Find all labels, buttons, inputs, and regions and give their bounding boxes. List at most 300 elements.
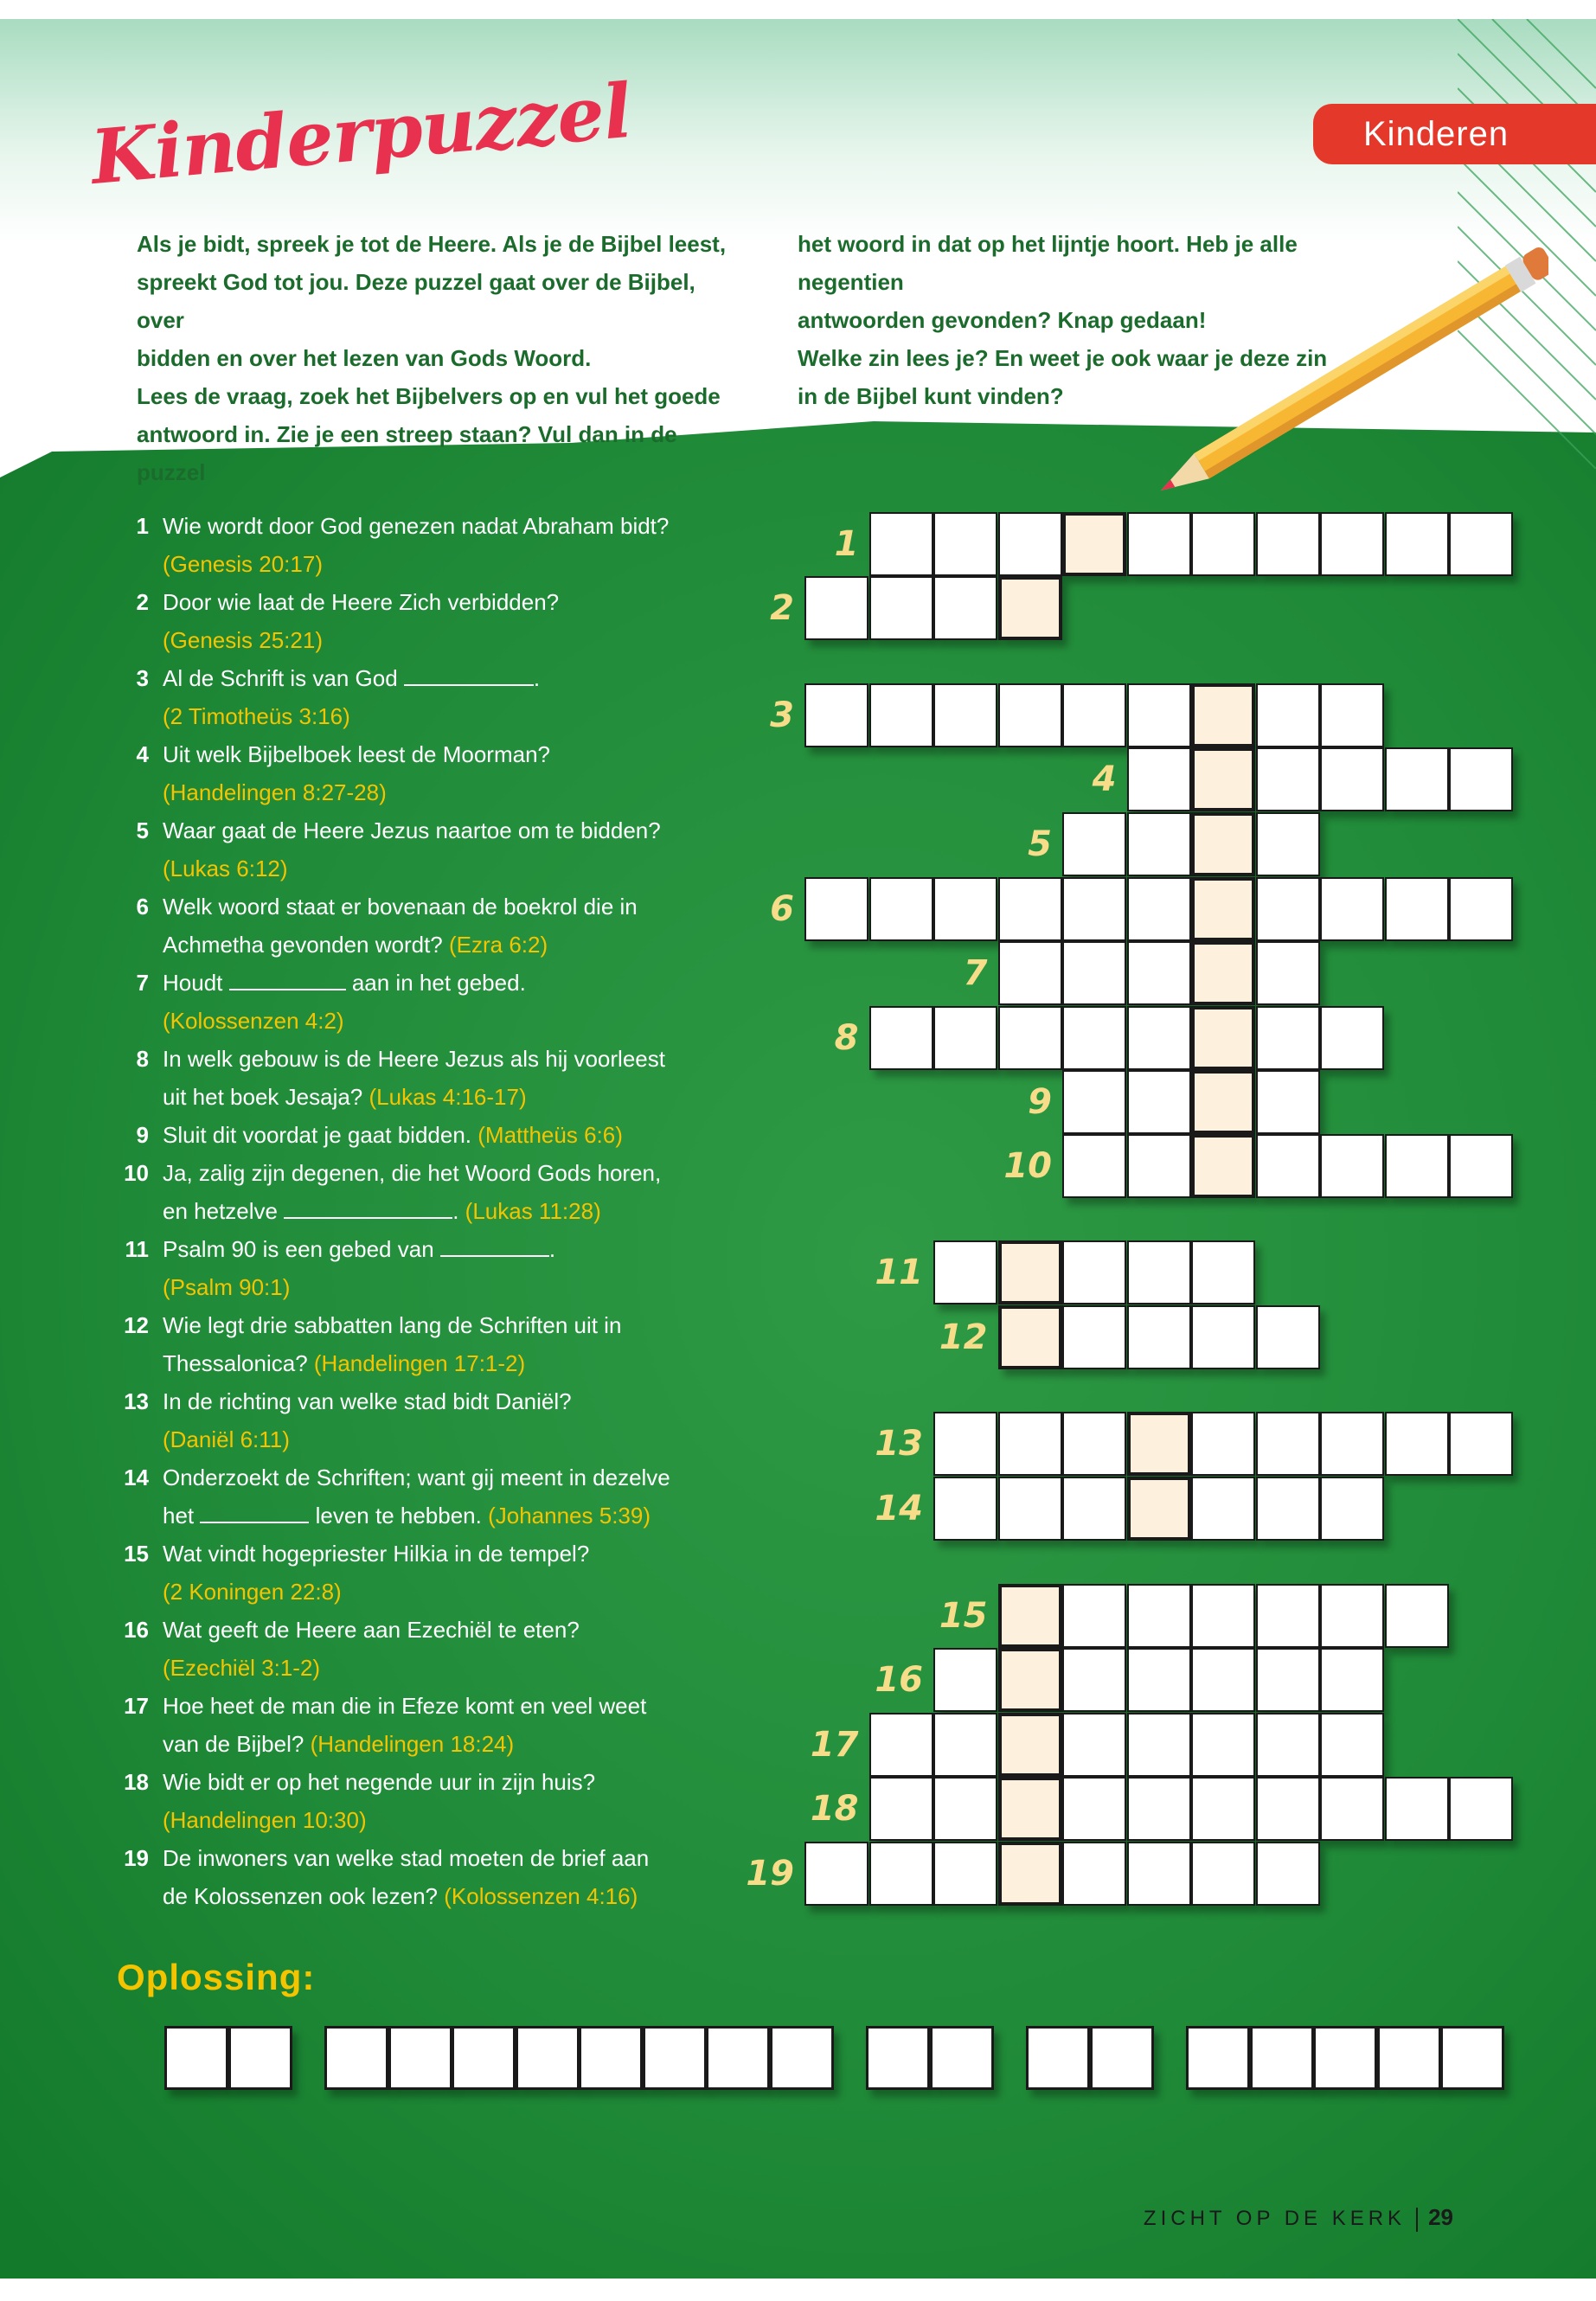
clue-line bbox=[163, 1573, 718, 1611]
solution-cell[interactable] bbox=[1377, 2026, 1441, 2090]
crossword-cell[interactable] bbox=[933, 683, 997, 747]
bible-reference: (Handelingen 8:27-28) bbox=[163, 779, 387, 805]
clue-line bbox=[163, 1154, 718, 1192]
crossword-cell[interactable] bbox=[1127, 1070, 1191, 1134]
crossword-cell[interactable] bbox=[869, 1777, 933, 1841]
answer-blank bbox=[404, 667, 534, 686]
solution-letter-cell[interactable] bbox=[1191, 747, 1255, 811]
clue-number: 2 bbox=[136, 589, 149, 615]
clue-text: de Kolossenzen ook lezen? bbox=[163, 1883, 445, 1909]
crossword-cell[interactable] bbox=[1256, 1134, 1320, 1198]
intro-line: Welke zin lees je? En weet je ook waar je deze zin bbox=[798, 345, 1328, 371]
crossword-cell[interactable] bbox=[1449, 877, 1513, 941]
clue-text: Achmetha gevonden wordt? bbox=[163, 932, 449, 958]
crossword-cell[interactable] bbox=[933, 1412, 997, 1476]
clue-text: Houdt bbox=[163, 970, 229, 996]
crossword-cell[interactable] bbox=[1127, 941, 1191, 1005]
crossword-cell[interactable] bbox=[1062, 1777, 1126, 1841]
crossword-cell[interactable] bbox=[1191, 1584, 1255, 1648]
crossword-cell[interactable] bbox=[1191, 1648, 1255, 1712]
crossword-cell[interactable] bbox=[1062, 1584, 1126, 1648]
clue-number: 6 bbox=[136, 894, 149, 920]
bible-reference: (Ezra 6:2) bbox=[449, 932, 548, 958]
clue-text: . bbox=[452, 1198, 465, 1224]
crossword-cell[interactable] bbox=[1256, 1842, 1320, 1906]
solution-letter-cell[interactable] bbox=[1191, 941, 1255, 1005]
clue-number: 14 bbox=[124, 1465, 149, 1490]
crossword-cell[interactable] bbox=[1127, 877, 1191, 941]
clue-text: en hetzelve bbox=[163, 1198, 285, 1224]
crossword-cell[interactable] bbox=[804, 1842, 869, 1906]
crossword-cell[interactable] bbox=[1320, 1134, 1384, 1198]
crossword-cell[interactable] bbox=[1320, 1777, 1384, 1841]
crossword-cell[interactable] bbox=[1062, 1477, 1126, 1541]
row-number: 10 bbox=[1003, 1146, 1052, 1186]
clue-number: 1 bbox=[136, 513, 149, 539]
clue-text: Thessalonica? bbox=[163, 1350, 314, 1376]
clue-number: 12 bbox=[124, 1312, 149, 1338]
crossword-cell[interactable] bbox=[1385, 1134, 1449, 1198]
crossword-cell[interactable] bbox=[1256, 747, 1320, 811]
clue-line bbox=[163, 621, 718, 659]
crossword-cell[interactable] bbox=[1062, 1412, 1126, 1476]
clue-line bbox=[163, 1687, 718, 1725]
crossword-cell[interactable] bbox=[1256, 812, 1320, 876]
solution-letter-cell[interactable] bbox=[1191, 1006, 1255, 1070]
page-footer bbox=[1125, 2204, 1453, 2232]
clue-line bbox=[163, 1230, 718, 1268]
intro-line: antwoord in. Zie je een streep staan? Vul dan in de puzzel bbox=[137, 421, 677, 485]
crossword-cell[interactable] bbox=[933, 1842, 997, 1906]
solution-letter-cell[interactable] bbox=[1062, 512, 1126, 576]
clue-number: 4 bbox=[136, 741, 149, 767]
clue-number: 7 bbox=[136, 970, 149, 996]
clue-text: Wat geeft de Heere aan Ezechiël te eten? bbox=[163, 1617, 580, 1643]
solution-cell[interactable] bbox=[516, 2026, 580, 2090]
bible-reference: (Lukas 6:12) bbox=[163, 856, 288, 881]
crossword-cell[interactable] bbox=[933, 1477, 997, 1541]
crossword-cell[interactable] bbox=[1256, 1713, 1320, 1777]
crossword-cell[interactable] bbox=[1127, 1842, 1191, 1906]
crossword-cell[interactable] bbox=[1385, 1777, 1449, 1841]
intro-line: Als je bidt, spreek je tot de Heere. Als je de Bijbel leest, bbox=[137, 231, 727, 257]
answer-blank bbox=[229, 971, 346, 990]
clue-text: Uit welk Bijbelboek leest de Moorman? bbox=[163, 741, 550, 767]
crossword-cell[interactable] bbox=[1127, 812, 1191, 876]
crossword-cell[interactable] bbox=[1062, 877, 1126, 941]
crossword-cell[interactable] bbox=[1191, 1305, 1255, 1369]
clue-line bbox=[163, 926, 718, 964]
row-number: 12 bbox=[939, 1317, 988, 1357]
crossword-cell[interactable] bbox=[1062, 1240, 1126, 1304]
solution-cell[interactable] bbox=[1250, 2026, 1314, 2090]
clue-item bbox=[112, 1458, 718, 1535]
crossword-cell[interactable] bbox=[933, 1777, 997, 1841]
crossword-cell[interactable] bbox=[1449, 1412, 1513, 1476]
crossword-cell[interactable] bbox=[1320, 1006, 1384, 1070]
crossword-cell[interactable] bbox=[1127, 1713, 1191, 1777]
clue-line bbox=[163, 1192, 718, 1230]
crossword-cell[interactable] bbox=[998, 683, 1062, 747]
intro-line: het woord in dat op het lijntje hoort. Heb je alle negentien bbox=[798, 231, 1298, 295]
answer-blank bbox=[440, 1238, 549, 1257]
solution-cell[interactable] bbox=[1026, 2026, 1090, 2090]
crossword-cell[interactable] bbox=[1127, 747, 1191, 811]
crossword-cell[interactable] bbox=[1320, 1584, 1384, 1648]
crossword-cell[interactable] bbox=[1256, 1006, 1320, 1070]
solution-cell[interactable] bbox=[579, 2026, 643, 2090]
row-number: 15 bbox=[939, 1596, 988, 1636]
crossword-cell[interactable] bbox=[998, 1006, 1062, 1070]
crossword-cell[interactable] bbox=[869, 576, 933, 640]
clue-line bbox=[163, 1497, 718, 1535]
clue-text: Psalm 90 is een gebed van bbox=[163, 1236, 440, 1262]
clue-number: 16 bbox=[124, 1617, 149, 1643]
clue-number: 18 bbox=[124, 1769, 149, 1795]
row-number: 5 bbox=[1028, 824, 1052, 864]
crossword-cell[interactable] bbox=[804, 877, 869, 941]
solution-letter-cell[interactable] bbox=[1127, 1477, 1191, 1541]
solution-cell[interactable] bbox=[452, 2026, 516, 2090]
intro-left bbox=[137, 225, 742, 491]
solution-cell[interactable] bbox=[324, 2026, 388, 2090]
crossword-cell[interactable] bbox=[1256, 1412, 1320, 1476]
solution-cell[interactable] bbox=[1313, 2026, 1377, 2090]
clue-item bbox=[112, 1839, 718, 1915]
clue-text: . bbox=[533, 665, 541, 691]
bible-reference: (Lukas 11:28) bbox=[465, 1198, 601, 1224]
solution-letter-cell[interactable] bbox=[998, 1240, 1062, 1304]
solution-cell[interactable] bbox=[228, 2026, 292, 2090]
clue-text: De inwoners van welke stad moeten de brief aan bbox=[163, 1845, 650, 1871]
crossword-cell[interactable] bbox=[1191, 1842, 1255, 1906]
crossword-cell[interactable] bbox=[998, 1477, 1062, 1541]
crossword-cell[interactable] bbox=[1062, 1842, 1126, 1906]
clue-text: aan in het gebed. bbox=[345, 970, 526, 996]
clue-line bbox=[163, 1078, 718, 1116]
pencil-icon bbox=[1142, 244, 1548, 503]
crossword-cell[interactable] bbox=[998, 941, 1062, 1005]
clue-line bbox=[163, 888, 718, 926]
clue-item bbox=[112, 1306, 718, 1382]
clue-text: Ja, zalig zijn degenen, die het Woord Gods horen, bbox=[163, 1160, 662, 1186]
crossword-cell[interactable] bbox=[933, 1713, 997, 1777]
solution-letter-cell[interactable] bbox=[998, 1842, 1062, 1906]
bible-reference: (Handelingen 17:1-2) bbox=[313, 1350, 526, 1376]
crossword-cell[interactable] bbox=[1256, 683, 1320, 747]
solution-cell[interactable] bbox=[770, 2026, 834, 2090]
crossword-cell[interactable] bbox=[1062, 1713, 1126, 1777]
clue-item bbox=[112, 1687, 718, 1763]
clue-text: . bbox=[548, 1236, 556, 1262]
crossword-cell[interactable] bbox=[1062, 1134, 1126, 1198]
crossword-cell[interactable] bbox=[1256, 1777, 1320, 1841]
crossword-cell[interactable] bbox=[1191, 1477, 1255, 1541]
solution-letter-cell[interactable] bbox=[1191, 1070, 1255, 1134]
crossword-cell[interactable] bbox=[1127, 1305, 1191, 1369]
clue-line bbox=[163, 1763, 718, 1801]
bible-reference: (Johannes 5:39) bbox=[488, 1503, 651, 1529]
crossword-cell[interactable] bbox=[998, 1412, 1062, 1476]
bible-reference: (Mattheüs 6:6) bbox=[478, 1122, 623, 1148]
crossword-cell[interactable] bbox=[1320, 877, 1384, 941]
clue-item bbox=[112, 735, 718, 811]
crossword-cell[interactable] bbox=[1127, 1006, 1191, 1070]
solution-letter-cell[interactable] bbox=[1191, 877, 1255, 941]
intro-line: in de Bijbel kunt vinden? bbox=[798, 383, 1064, 409]
crossword-cell[interactable] bbox=[804, 576, 869, 640]
solution-letter-cell[interactable] bbox=[998, 576, 1062, 640]
solution-letter-cell[interactable] bbox=[998, 1648, 1062, 1712]
clue-line bbox=[163, 1116, 718, 1154]
solution-cell[interactable] bbox=[164, 2026, 228, 2090]
crossword-cell[interactable] bbox=[1385, 747, 1449, 811]
clue-line bbox=[163, 849, 718, 888]
bible-reference: (Ezechiël 3:1-2) bbox=[163, 1655, 321, 1681]
clue-line bbox=[163, 964, 718, 1002]
crossword-cell[interactable] bbox=[1449, 747, 1513, 811]
crossword-cell[interactable] bbox=[1127, 512, 1191, 576]
crossword-cell[interactable] bbox=[1062, 1006, 1126, 1070]
crossword-cell[interactable] bbox=[1062, 683, 1126, 747]
clue-line bbox=[163, 1649, 718, 1687]
crossword-cell[interactable] bbox=[869, 1842, 933, 1906]
bible-reference: (Kolossenzen 4:16) bbox=[444, 1883, 638, 1909]
crossword-cell[interactable] bbox=[933, 1006, 997, 1070]
crossword-cell[interactable] bbox=[1062, 941, 1126, 1005]
bible-reference: (Handelingen 10:30) bbox=[163, 1807, 367, 1833]
clue-list bbox=[112, 507, 718, 1915]
clue-item bbox=[112, 964, 718, 1040]
crossword-cell[interactable] bbox=[933, 877, 997, 941]
crossword-cell[interactable] bbox=[1320, 1648, 1384, 1712]
clue-line bbox=[163, 773, 718, 811]
clue-item bbox=[112, 1611, 718, 1687]
intro-line: bidden en over het lezen van Gods Woord. bbox=[137, 345, 592, 371]
solution-title: Oplossing: bbox=[117, 1957, 316, 1997]
row-number: 19 bbox=[746, 1854, 794, 1894]
crossword-cell[interactable] bbox=[1320, 1713, 1384, 1777]
crossword-cell[interactable] bbox=[1062, 1648, 1126, 1712]
clue-line bbox=[163, 1458, 718, 1497]
clue-text: Onderzoekt de Schriften; want gij meent in dezelve bbox=[163, 1465, 670, 1490]
page-number: 29 bbox=[1428, 2204, 1453, 2230]
solution-letter-cell[interactable] bbox=[1191, 1134, 1255, 1198]
crossword-cell[interactable] bbox=[998, 512, 1062, 576]
crossword-cell[interactable] bbox=[869, 1713, 933, 1777]
crossword-cell[interactable] bbox=[1191, 1713, 1255, 1777]
bible-reference: (2 Timotheüs 3:16) bbox=[163, 703, 350, 729]
bible-reference: (Lukas 4:16-17) bbox=[369, 1084, 527, 1110]
crossword-cell[interactable] bbox=[1385, 1412, 1449, 1476]
solution-letter-cell[interactable] bbox=[998, 1584, 1062, 1648]
crossword-cell[interactable] bbox=[1127, 1777, 1191, 1841]
crossword-cell[interactable] bbox=[1256, 1648, 1320, 1712]
solution-cell[interactable] bbox=[930, 2026, 994, 2090]
crossword-cell[interactable] bbox=[933, 576, 997, 640]
crossword-cell[interactable] bbox=[1191, 1777, 1255, 1841]
clue-item bbox=[112, 583, 718, 659]
crossword-cell[interactable] bbox=[1256, 1305, 1320, 1369]
clue-line bbox=[163, 1002, 718, 1040]
clue-item bbox=[112, 1763, 718, 1839]
bible-reference: (2 Koningen 22:8) bbox=[163, 1579, 342, 1605]
clue-line bbox=[163, 1344, 718, 1382]
crossword-cell[interactable] bbox=[1191, 1412, 1255, 1476]
crossword-cell[interactable] bbox=[869, 877, 933, 941]
clue-text: Door wie laat de Heere Zich verbidden? bbox=[163, 589, 560, 615]
clue-number: 13 bbox=[124, 1388, 149, 1414]
solution-letter-cell[interactable] bbox=[1191, 683, 1255, 747]
crossword-cell[interactable] bbox=[1127, 1648, 1191, 1712]
crossword-cell[interactable] bbox=[1320, 683, 1384, 747]
solution-letter-cell[interactable] bbox=[998, 1777, 1062, 1841]
clue-item bbox=[112, 1040, 718, 1116]
crossword-cell[interactable] bbox=[1062, 812, 1126, 876]
clue-item bbox=[112, 1382, 718, 1458]
row-number: 9 bbox=[1028, 1082, 1052, 1122]
solution-letter-cell[interactable] bbox=[1127, 1412, 1191, 1476]
bible-reference: (Handelingen 18:24) bbox=[310, 1731, 515, 1757]
clue-text: van de Bijbel? bbox=[163, 1731, 311, 1757]
solution-cell[interactable] bbox=[866, 2026, 930, 2090]
clue-number: 3 bbox=[136, 665, 149, 691]
crossword-cell[interactable] bbox=[1385, 877, 1449, 941]
solution-cell[interactable] bbox=[1090, 2026, 1154, 2090]
bible-reference: (Psalm 90:1) bbox=[163, 1274, 291, 1300]
crossword-cell[interactable] bbox=[1256, 877, 1320, 941]
clue-line bbox=[163, 1420, 718, 1458]
bible-reference: (Kolossenzen 4:2) bbox=[163, 1008, 344, 1034]
crossword-cell[interactable] bbox=[1191, 512, 1255, 576]
clue-line bbox=[163, 1839, 718, 1877]
clue-number: 17 bbox=[124, 1693, 149, 1719]
solution-cell[interactable] bbox=[388, 2026, 452, 2090]
solution-letter-cell[interactable] bbox=[998, 1713, 1062, 1777]
clue-line bbox=[163, 1040, 718, 1078]
clue-number: 10 bbox=[124, 1160, 149, 1186]
row-number: 14 bbox=[875, 1489, 923, 1529]
bible-reference: (Daniël 6:11) bbox=[163, 1426, 290, 1452]
crossword-cell[interactable] bbox=[1256, 1477, 1320, 1541]
crossword-cell[interactable] bbox=[1449, 1134, 1513, 1198]
row-number: 2 bbox=[770, 588, 794, 628]
clue-line bbox=[163, 1382, 718, 1420]
crossword-cell[interactable] bbox=[933, 1240, 997, 1304]
clue-item bbox=[112, 1154, 718, 1230]
crossword-cell[interactable] bbox=[1062, 1070, 1126, 1134]
puzzle-page bbox=[0, 19, 1596, 2279]
crossword-cell[interactable] bbox=[1127, 683, 1191, 747]
crossword-cell[interactable] bbox=[869, 1006, 933, 1070]
clue-number: 15 bbox=[124, 1541, 149, 1567]
crossword-cell[interactable] bbox=[1127, 1584, 1191, 1648]
clue-text: Wie legt drie sabbatten lang de Schriften uit in bbox=[163, 1312, 622, 1338]
clue-number: 11 bbox=[125, 1236, 149, 1262]
row-number: 7 bbox=[963, 953, 988, 993]
clue-line bbox=[163, 735, 718, 773]
clue-line bbox=[163, 583, 718, 621]
answer-blank bbox=[284, 1200, 452, 1219]
intro-line: Lees de vraag, zoek het Bijbelvers op en vul het goede bbox=[137, 383, 721, 409]
crossword-cell[interactable] bbox=[933, 1648, 997, 1712]
solution-cell[interactable] bbox=[1440, 2026, 1504, 2090]
clue-text: Welk woord staat er bovenaan de boekrol die in bbox=[163, 894, 638, 920]
crossword-cell[interactable] bbox=[1320, 1412, 1384, 1476]
solution-cell[interactable] bbox=[706, 2026, 770, 2090]
row-number: 6 bbox=[770, 889, 794, 929]
clue-line bbox=[163, 659, 718, 697]
clue-line bbox=[163, 811, 718, 849]
row-number: 18 bbox=[810, 1789, 859, 1829]
crossword-cell[interactable] bbox=[869, 512, 933, 576]
footer-divider bbox=[1416, 2208, 1418, 2232]
clue-item bbox=[112, 1535, 718, 1611]
crossword-cell[interactable] bbox=[1449, 512, 1513, 576]
crossword-cell[interactable] bbox=[1320, 1477, 1384, 1541]
crossword-cell[interactable] bbox=[1127, 1134, 1191, 1198]
crossword-cell[interactable] bbox=[1256, 1070, 1320, 1134]
clue-line bbox=[163, 545, 718, 583]
clue-text: Wie wordt door God genezen nadat Abraham bidt? bbox=[163, 513, 670, 539]
crossword-cell[interactable] bbox=[1320, 747, 1384, 811]
crossword-cell[interactable] bbox=[804, 683, 869, 747]
clue-text: In de richting van welke stad bidt Daniël? bbox=[163, 1388, 572, 1414]
clue-item bbox=[112, 1116, 718, 1154]
crossword-cell[interactable] bbox=[1256, 941, 1320, 1005]
crossword-cell[interactable] bbox=[1127, 1240, 1191, 1304]
clue-line bbox=[163, 507, 718, 545]
clue-line bbox=[163, 1535, 718, 1573]
row-number: 4 bbox=[1092, 760, 1117, 799]
crossword-cell[interactable] bbox=[1062, 1305, 1126, 1369]
clue-text: Al de Schrift is van God bbox=[163, 665, 404, 691]
clue-line bbox=[163, 697, 718, 735]
solution-cell[interactable] bbox=[643, 2026, 707, 2090]
crossword-cell[interactable] bbox=[1191, 1240, 1255, 1304]
clue-line bbox=[163, 1611, 718, 1649]
crossword-cell[interactable] bbox=[1320, 512, 1384, 576]
clue-item bbox=[112, 659, 718, 735]
clue-text: Hoe heet de man die in Efeze komt en veel weet bbox=[163, 1693, 647, 1719]
answer-blank bbox=[200, 1504, 309, 1523]
bible-reference: (Genesis 20:17) bbox=[163, 551, 323, 577]
crossword-cell[interactable] bbox=[1385, 512, 1449, 576]
magazine-name: ZICHT OP DE KERK bbox=[1143, 2207, 1407, 2230]
crossword-cell[interactable] bbox=[1449, 1777, 1513, 1841]
clue-text: uit het boek Jesaja? bbox=[163, 1084, 369, 1110]
clue-number: 8 bbox=[136, 1046, 149, 1072]
solution-letter-cell[interactable] bbox=[1191, 812, 1255, 876]
clue-text: Waar gaat de Heere Jezus naartoe om te bidden? bbox=[163, 817, 661, 843]
clue-text: Sluit dit voordat je gaat bidden. bbox=[163, 1122, 478, 1148]
clue-item bbox=[112, 888, 718, 964]
section-tab: Kinderen bbox=[1313, 104, 1596, 164]
clue-line bbox=[163, 1877, 718, 1915]
crossword-cell[interactable] bbox=[869, 683, 933, 747]
solution-cell[interactable] bbox=[1186, 2026, 1250, 2090]
clue-line bbox=[163, 1725, 718, 1763]
crossword-cell[interactable] bbox=[1256, 1584, 1320, 1648]
row-number: 11 bbox=[875, 1253, 923, 1292]
row-number: 8 bbox=[834, 1018, 859, 1058]
crossword-cell[interactable] bbox=[998, 877, 1062, 941]
solution-letter-cell[interactable] bbox=[998, 1305, 1062, 1369]
crossword-cell[interactable] bbox=[1256, 512, 1320, 576]
crossword-cell[interactable] bbox=[1385, 1584, 1449, 1648]
clue-line bbox=[163, 1268, 718, 1306]
crossword-cell[interactable] bbox=[933, 512, 997, 576]
